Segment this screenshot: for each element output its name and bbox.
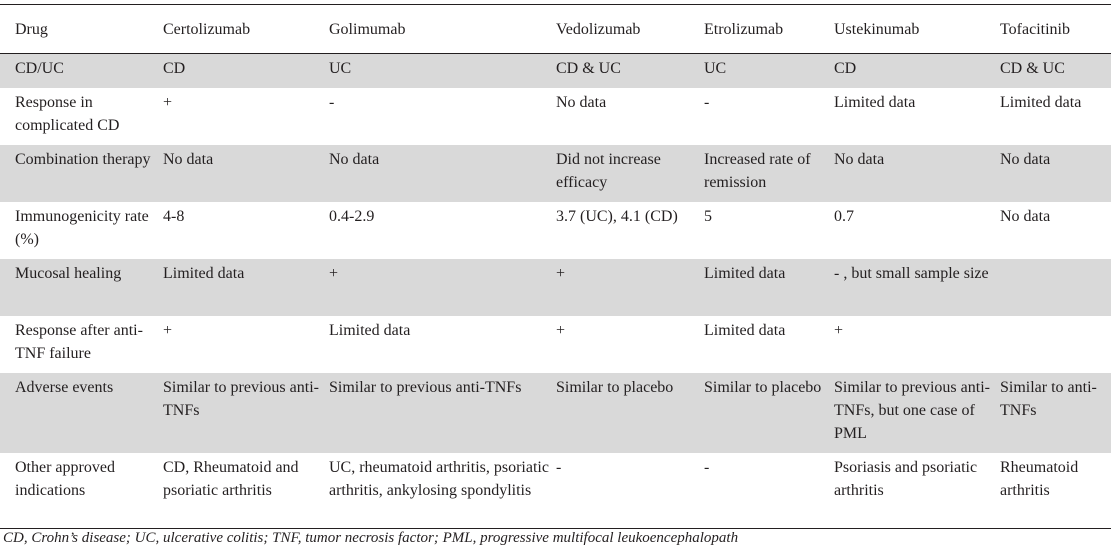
table-cell: Limited data (704, 321, 786, 339)
table-cell: CD (163, 54, 329, 88)
table-row (0, 202, 1111, 259)
table-cell: Similar to previous anti-TNFs, but one case of PML (834, 373, 1000, 453)
table-cell: Did not increase efficacy (556, 145, 704, 202)
table-cell: Limited data (163, 259, 329, 316)
table-cell: CD (834, 54, 1000, 88)
row-label: Other approved indications (15, 458, 115, 499)
table-cell: Increased rate of remission (704, 145, 834, 202)
table-cell: No data (329, 145, 556, 202)
table-row (0, 316, 1111, 373)
table-body (0, 54, 1111, 529)
table-cell: No data (1000, 145, 1111, 202)
table-cell: UC, rheumatoid arthritis, psoriatic arthritis, ankylosing spondylitis (329, 458, 549, 499)
row-label: CD/UC (0, 54, 163, 88)
table-cell: 0.7 (834, 207, 854, 225)
table-cell: Similar to placebo (704, 373, 834, 453)
table-row (0, 54, 1111, 88)
table-cell: + (556, 259, 704, 316)
header-cell: Tofacitinib (1000, 21, 1070, 38)
table-cell: Psoriasis and psoriatic arthritis (834, 458, 978, 499)
header-row (0, 5, 1111, 54)
table-cell: - (704, 93, 710, 111)
header-cell: Ustekinumab (834, 21, 920, 38)
header-cell: Certolizumab (163, 21, 251, 38)
table-cell: CD & UC (556, 54, 704, 88)
table-cell: No data (1000, 207, 1051, 225)
table-cell: + (163, 93, 173, 111)
table-cell: 4-8 (163, 207, 185, 225)
table-cell: + (834, 321, 844, 339)
drug-comparison-table (0, 4, 1111, 529)
table-cell: + (556, 321, 566, 339)
table-cell: 5 (704, 207, 712, 225)
table-footnote: CD, Crohn’s disease; UC, ulcerative colitis; TNF, tumor necrosis factor; PML, progressive multifocal leukoencephalopath (3, 530, 739, 546)
table-cell: - , but small sample size (834, 259, 1000, 316)
table-cell: UC (704, 54, 834, 88)
row-label: Combination therapy (0, 145, 163, 202)
row-label: Mucosal healing (0, 259, 163, 316)
table-cell: No data (834, 145, 1000, 202)
table-cell: Limited data (1000, 93, 1082, 111)
table-cell: - (704, 458, 710, 476)
table-cell: 0.4-2.9 (329, 207, 375, 225)
table-cell: Rheumatoid arthritis (1000, 458, 1079, 499)
table-cell: + (329, 259, 556, 316)
table-cell: + (163, 321, 173, 339)
row-label: Response in complicated CD (15, 93, 120, 134)
row-label: Adverse events (0, 373, 163, 453)
table-cell: - (329, 93, 335, 111)
table-row (0, 145, 1111, 202)
table-header (0, 5, 1111, 54)
table-cell: CD, Rheumatoid and psoriatic arthritis (163, 458, 299, 499)
table-cell: No data (163, 145, 329, 202)
table-cell: Similar to anti-TNFs (1000, 373, 1111, 453)
table-cell: UC (329, 54, 556, 88)
table-cell: CD & UC (1000, 54, 1111, 88)
table-cell: No data (556, 93, 607, 111)
header-cell: Vedolizumab (556, 21, 641, 38)
header-cell: Etrolizumab (704, 21, 784, 38)
row-label: Response after anti-TNF failure (15, 321, 143, 362)
table-cell: Similar to previous anti-TNFs (329, 373, 556, 453)
table-row (0, 373, 1111, 453)
table-cell: - (556, 458, 562, 476)
table-cell: 3.7 (UC), 4.1 (CD) (556, 207, 678, 225)
table-cell: Similar to previous anti-TNFs (163, 373, 329, 453)
table-cell: Limited data (704, 259, 834, 316)
table-cell (1000, 316, 1111, 373)
table-row (0, 88, 1111, 145)
header-cell: Drug (15, 21, 48, 38)
table-cell: Similar to placebo (556, 373, 704, 453)
table-row (0, 259, 1111, 316)
table-row (0, 453, 1111, 529)
table-cell: Limited data (329, 321, 411, 339)
header-cell: Golimumab (329, 21, 406, 38)
table-cell (1000, 259, 1111, 316)
row-label: Immunogenicity rate (%) (15, 207, 149, 248)
table-cell: Limited data (834, 93, 916, 111)
